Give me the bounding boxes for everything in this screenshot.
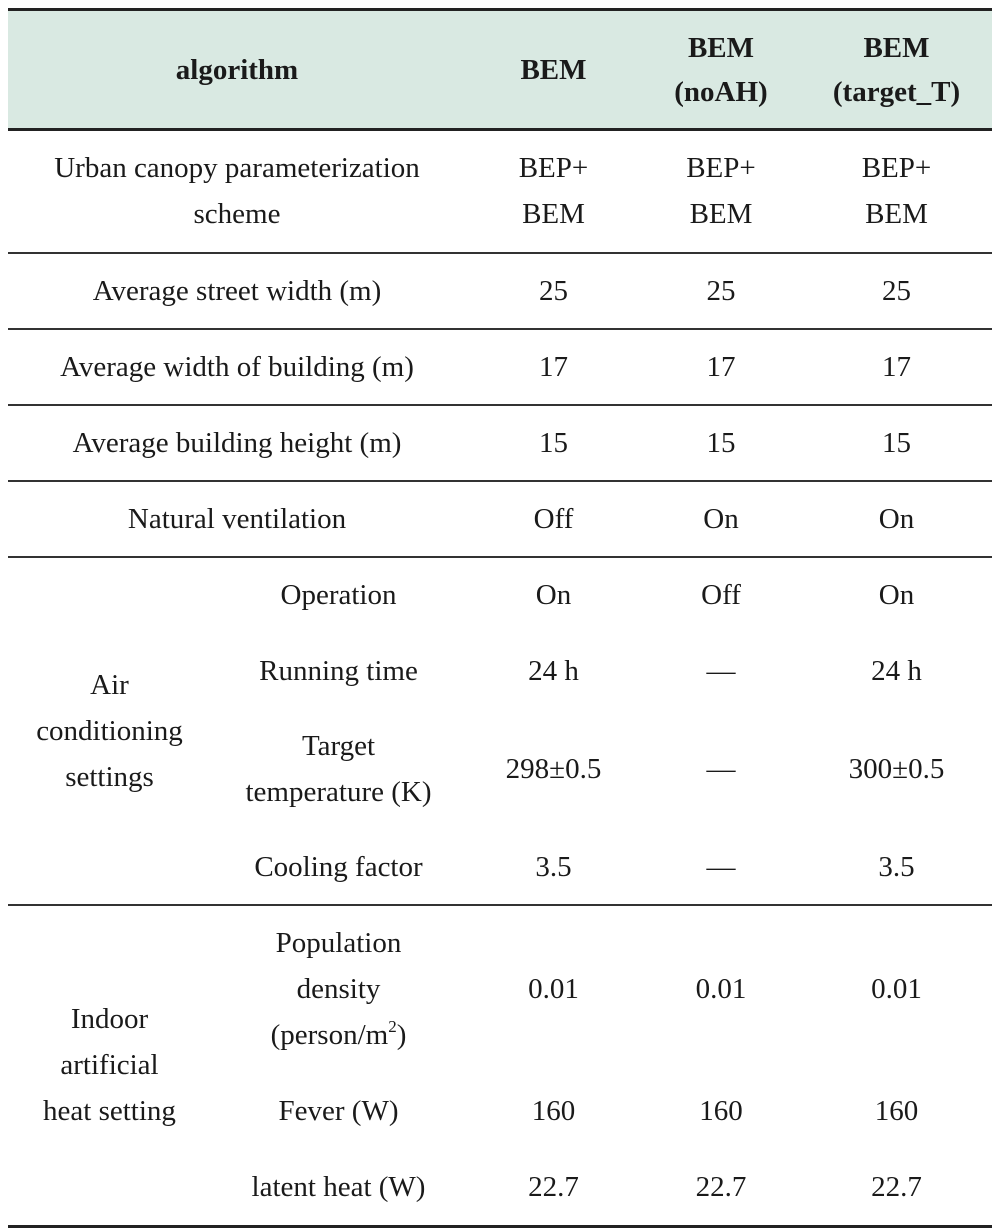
cell-value: BEP+ BEM: [518, 152, 589, 231]
cell-value: 298±0.5: [505, 753, 602, 785]
table-row: [8, 557, 992, 633]
cell-value: 17: [539, 350, 568, 383]
cell-value: Off: [533, 502, 574, 535]
row-label: Urban canopy parameterization scheme: [54, 152, 420, 231]
cell-value: 0.01: [695, 973, 747, 1005]
cell-value: 160: [699, 1094, 743, 1127]
cell-value: 3.5: [878, 850, 915, 883]
cell-value: 15: [882, 426, 911, 459]
cell-value: 300±0.5: [848, 753, 945, 785]
cell-value: 25: [539, 274, 568, 307]
cell-value: On: [878, 502, 915, 535]
row-label: Target temperature (K): [245, 730, 432, 808]
cell-value: 17: [882, 350, 911, 383]
cell-value: 22.7: [695, 1170, 747, 1203]
cell-value: 160: [531, 1094, 576, 1127]
parameter-table: [8, 8, 992, 1228]
cell-value: 25: [882, 274, 911, 307]
cell-value: BEP+ BEM: [686, 152, 756, 231]
cell-value: On: [535, 579, 572, 611]
row-label: Natural ventilation: [127, 502, 347, 535]
row-label: Fever (W): [278, 1094, 399, 1127]
header-row: [8, 10, 992, 130]
cell-value: 17: [706, 350, 736, 383]
row-label: Average width of building (m): [60, 350, 414, 383]
cell-value: —: [706, 654, 736, 687]
cell-value: On: [703, 502, 739, 535]
cell-value: 24 h: [528, 654, 579, 687]
cell-value: 0.01: [528, 973, 579, 1005]
header-bem-noah: BEM (noAH): [674, 31, 768, 108]
cell-value: 3.5: [535, 850, 572, 883]
cell-value: —: [706, 753, 736, 785]
row-label: Average street width (m): [92, 274, 382, 307]
group-label-indoor-heat: Indoor artificial heat setting: [43, 1003, 176, 1128]
cell-value: 160: [874, 1094, 919, 1127]
table-row: [8, 329, 992, 405]
cell-value: BEP+ BEM: [861, 152, 932, 231]
cell-value: 22.7: [871, 1170, 922, 1203]
header-bem: BEM: [520, 53, 587, 86]
header-bem-target-t: BEM (target_T): [832, 31, 961, 108]
cell-value: Off: [701, 579, 741, 611]
cell-value: 22.7: [528, 1170, 579, 1203]
cell-value: 0.01: [871, 973, 922, 1005]
row-label: Operation: [280, 579, 397, 611]
row-label: Cooling factor: [254, 850, 423, 883]
cell-value: 25: [706, 274, 736, 307]
cell-value: 15: [706, 426, 736, 459]
row-label: Running time: [259, 654, 418, 687]
table-row: [8, 130, 992, 253]
cell-value: 15: [539, 426, 568, 459]
row-label: latent heat (W): [251, 1170, 426, 1203]
group-label-air-conditioning: Air conditioning settings: [36, 668, 183, 793]
header-algorithm: algorithm: [175, 53, 299, 86]
row-label: Average building height (m): [72, 426, 402, 459]
table-row: [8, 481, 992, 557]
table-row: [8, 253, 992, 329]
row-label: Population density $(person/m^2)$: [270, 927, 407, 1051]
cell-value: On: [878, 579, 915, 611]
table-row: [8, 905, 992, 1073]
table-row: [8, 405, 992, 481]
cell-value: 24 h: [871, 654, 922, 687]
cell-value: —: [706, 850, 736, 883]
